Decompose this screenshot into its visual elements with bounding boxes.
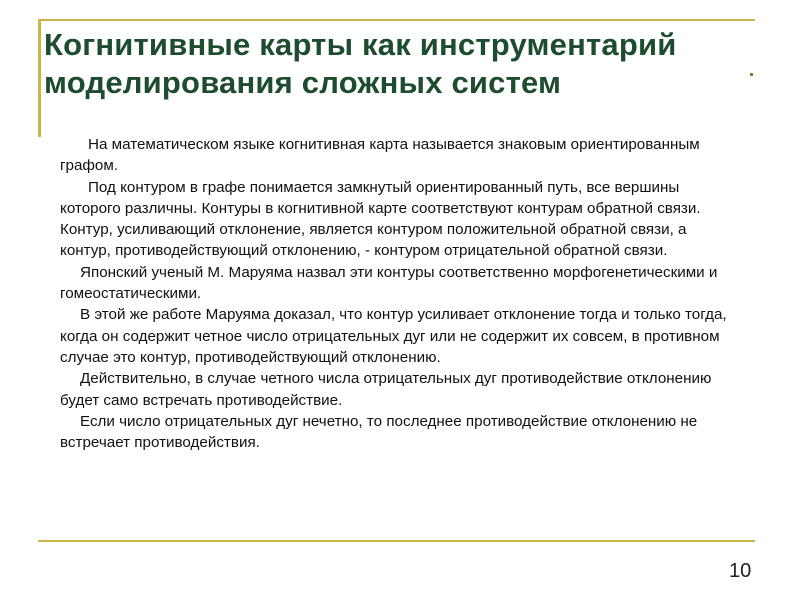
slide-number: 10	[729, 560, 752, 582]
paragraph-4: В этой же работе Маруяма доказал, что контур усиливает отклонение тогда и только тогда, когда он содержит четное число отрицательных дуг или не содержит их совсем, в противном случае это контур, противодействующий отклонению.	[60, 306, 727, 366]
bottom-rule	[38, 540, 755, 542]
corner-dot	[750, 73, 753, 76]
left-accent-bar	[38, 21, 41, 137]
slide-body	[60, 134, 730, 453]
paragraph-3: Японский ученый М. Маруяма назвал эти контуры соответственно морфогенетическими и гомеостатическими.	[60, 263, 718, 303]
slide-title: Когнитивные карты как инструментарий моделирования сложных систем	[44, 27, 677, 100]
paragraph-6: Если число отрицательных дуг нечетно, то последнее противодействие отклонению не встречает противодействия.	[60, 412, 698, 452]
paragraph-1: На математическом языке когнитивная карта называется знаковым ориентированным графом.	[60, 136, 700, 175]
paragraph-5: Действительно, в случае четного числа отрицательных дуг противодействие отклонению будет само встречать противодействие.	[60, 370, 712, 409]
paragraph-2: Под контуром в графе понимается замкнутый ориентированный путь, все вершины которого различны. Контуры в когнитивной карте соответствуют контурам обратной связи. Контур, усиливающий отклонение, является контуром положительной обратной связи, а контур, противодействующий отклонению, - контуром отрицательной обратной связи.	[60, 178, 701, 260]
top-rule	[38, 19, 755, 21]
